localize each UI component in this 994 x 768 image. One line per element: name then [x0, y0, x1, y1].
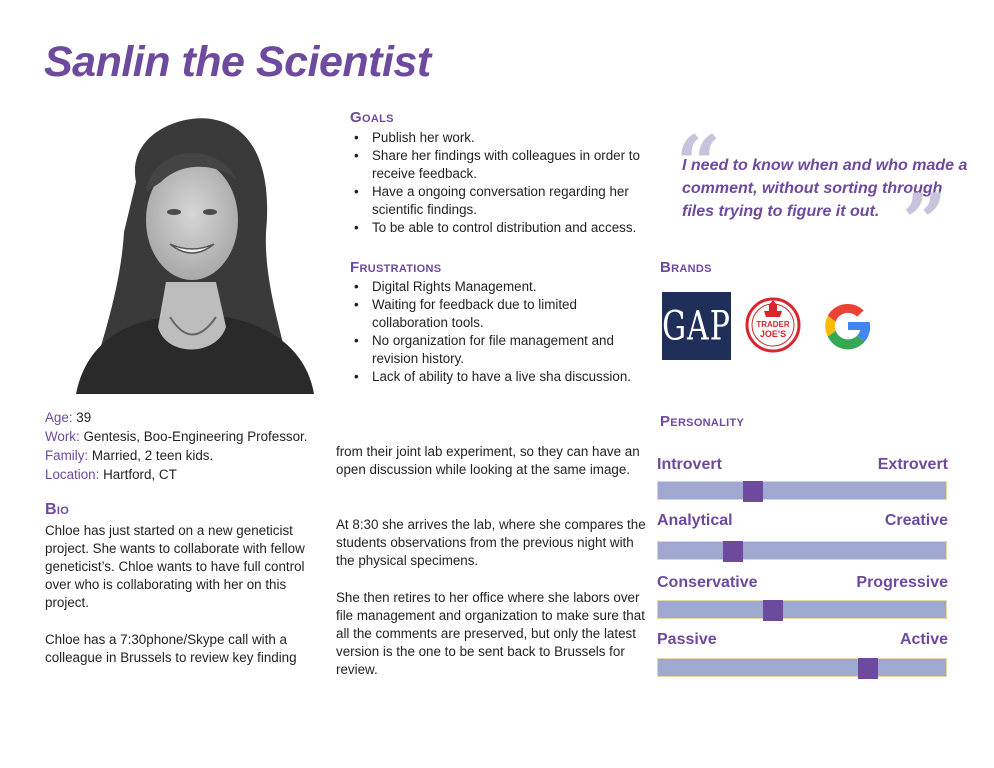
trait-right-label: Extrovert	[877, 456, 948, 473]
list-item: • Publish her work.	[350, 129, 662, 147]
trait-right-label: Active	[899, 631, 948, 648]
gap-logo-text: GAP	[662, 302, 731, 350]
family-value: Married, 2 teen kids.	[91, 448, 214, 463]
slider-knob	[743, 481, 763, 502]
list-item: • Digital Rights Management.	[350, 278, 655, 296]
trait-right-label: Creative	[884, 512, 948, 529]
trait-left-label: Passive	[657, 631, 717, 648]
location-label: Location:	[45, 467, 100, 482]
personality-slider	[657, 481, 947, 500]
list-item: • To be able to control distribution and access.	[350, 219, 662, 237]
google-g-logo-icon	[815, 293, 881, 359]
close-quote-icon: ”	[902, 177, 947, 268]
trait-right-label: Progressive	[856, 574, 948, 591]
gap-logo	[662, 292, 731, 360]
trait-left-label: Conservative	[657, 574, 758, 591]
slider-knob	[858, 658, 878, 679]
trader-joes-logo	[745, 297, 801, 353]
persona-quote: I need to know when and who made a comment, without sorting through files trying to figure it out.	[682, 157, 968, 220]
bio-paragraph-4: At 8:30 she arrives the lab, where she compares the students observations from the previous night with the physical specimens.	[336, 517, 646, 568]
list-item: • Have a ongoing conversation regarding her scientific findings.	[350, 183, 662, 219]
brands-heading: Brands	[660, 259, 712, 276]
bio-paragraph-3: from their joint lab experiment, so they can have an open discussion while looking at the same image.	[336, 444, 640, 477]
goals-heading: Goals	[350, 109, 394, 126]
work-value: Gentesis, Boo-Engineering Professor.	[83, 429, 308, 444]
frustrations-list	[350, 278, 655, 386]
slider-knob	[763, 600, 783, 621]
goals-list	[350, 129, 662, 237]
trait-left-label: Analytical	[657, 512, 733, 529]
personality-slider	[657, 600, 947, 619]
location-value: Hartford, CT	[103, 467, 177, 482]
bio-paragraph-2: Chloe has a 7:30phone/Skype call with a colleague in Brussels to review key finding	[45, 632, 297, 665]
work-label: Work:	[45, 429, 80, 444]
age-label: Age:	[45, 410, 73, 425]
trait-left-label: Introvert	[657, 456, 722, 473]
persona-photo	[66, 112, 318, 394]
frustrations-heading: Frustrations	[350, 259, 442, 276]
list-item: • Lack of ability to have a live sha discussion.	[350, 368, 655, 386]
page-title: Sanlin the Scientist	[44, 38, 431, 86]
list-item: • No organization for file management and revision history.	[350, 332, 655, 368]
personality-slider	[657, 658, 947, 677]
bio-paragraph-1: Chloe has just started on a new geneticist project. She wants to collaborate with fellow geneticist’s. Chloe wants to have full control over who is collaborating with her on this project.	[45, 523, 305, 610]
bio-paragraph-5: She then retires to her office where she labors over file management and organization to make sure that all the comments are preserved, but only the latest version is the one to be sent back to Brussels for review.	[336, 590, 645, 677]
bio-heading: Bio	[45, 501, 70, 518]
personality-slider	[657, 541, 947, 560]
age-value: 39	[76, 410, 92, 425]
trader-joes-line2: JOE'S	[759, 329, 787, 339]
personality-heading: Personality	[660, 413, 745, 430]
profile-info	[45, 408, 308, 484]
list-item: • Share her findings with colleagues in order to receive feedback.	[350, 147, 662, 183]
family-label: Family:	[45, 448, 89, 463]
open-quote-icon: “	[676, 119, 721, 210]
list-item: • Waiting for feedback due to limited collaboration tools.	[350, 296, 655, 332]
slider-knob	[723, 541, 743, 562]
trader-joes-line1: TRADER	[756, 320, 790, 329]
